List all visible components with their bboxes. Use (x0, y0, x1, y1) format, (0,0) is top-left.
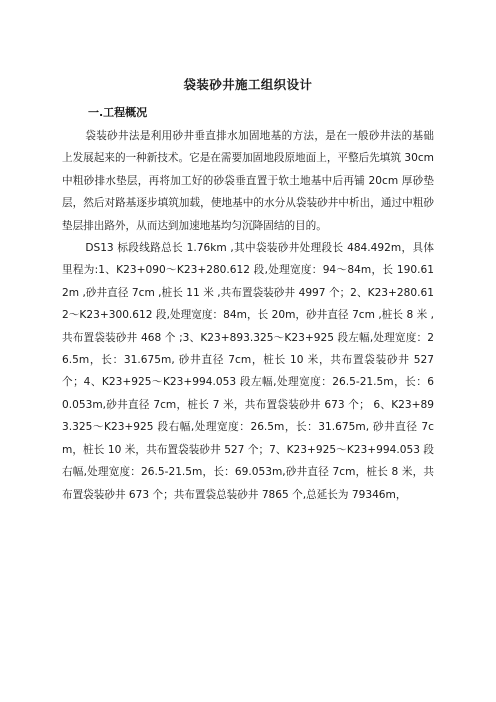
document-title: 袋装砂井施工组织设计 (183, 77, 313, 92)
section-heading-overview: 一.工程概况 (88, 106, 148, 119)
paragraph-method-description: 袋装砂井法是利用砂井垂直排水加固地基的方法，是在一般砂井法的基础上发展起来的一种新技术。它是在需要加固地段原地面上，平整后先填筑 30cm 中粗砂排水垫层，再将加工好的砂袋垂直置于软土地基中后再铺 20cm 厚砂垫层，然后对路基逐步填筑加载，使地基中的水分从袋装砂井中析出，通过中粗砂垫层排出路外，从而达到加速地基均匀沉降固结的目的。 (62, 130, 434, 232)
paragraph-project-details: DS13 标段线路总长 1.76km ,其中袋装砂井处理段长 484.492m，具体里程为:1、K23+090～K23+280.612 段,处理宽度：94～84m，长 190.612m ,砂井直径 7cm ,桩长 11 米 ,共布置袋装砂井 4997 个；2、K23+280.612～K23+300.612 段,处理宽度：84m，长 20m，砂井直径 7cm ,桩长 8 米 ,共布置袋装砂井 468 个 ;3、K23+893.325～K23+925 段左幅,处理宽度：26.5m，长：31.675m, 砂井直径 7cm，桩长 10 米，共布置袋装砂井 527 个；4、K23+925～K23+994.053 段左幅,处理宽度：26.5-21.5m，长：60.053m,砂井直径 7cm，桩长 7 米，共布置袋装砂井 673 个； 6、K23+893.325～K23+925 段右幅,处理宽度：26.5m，长：31.675m, 砂井直径 7cm，桩长 10 米，共布置袋装砂井 527 个；7、K23+925～K23+994.053 段右幅,处理宽度：26.5-21.5m，长：69.053m,砂井直径 7cm，桩长 8 米，共布置袋装砂井 673 个；共布置袋总装砂井 7865 个,总延长为 79346m， (62, 242, 434, 501)
